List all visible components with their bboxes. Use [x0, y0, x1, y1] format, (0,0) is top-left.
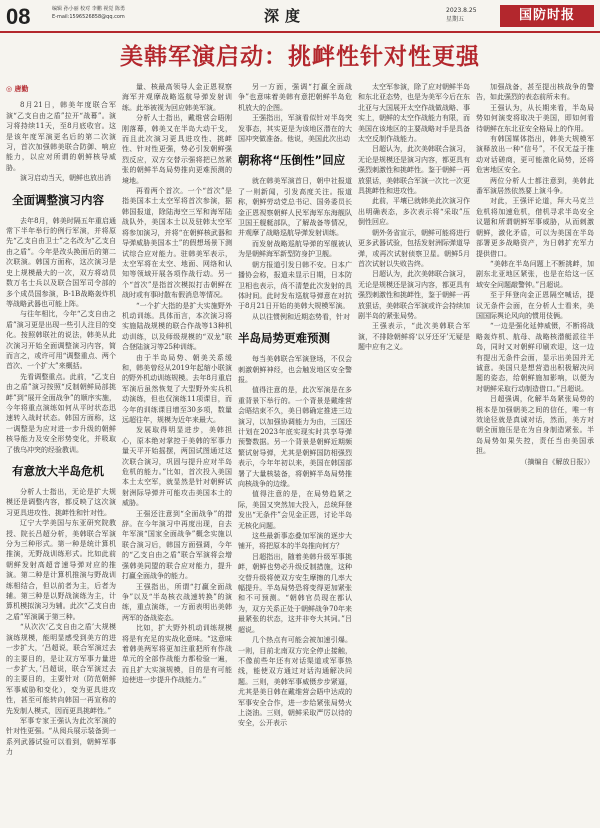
subheading: 半岛局势更难预测 [238, 331, 330, 346]
date-text: 2023.8.25 [446, 7, 477, 14]
paragraph: 分析人士指出，无论是扩大规模还是调整内容，都反映了这次演习更具进攻性、挑衅性和针对性。 [6, 488, 116, 517]
paragraph: 王强指出，所谓“打赢全面战争”以及“半岛核衣战速转换”的演练，重点演练，一方面表明出美韩两军的备战姿态。 [122, 582, 232, 622]
paragraph: 量、核最高领导人金正恩视察海军并观摩战略巡航导弹发射训练。此举被视为回应韩美军演。 [122, 83, 232, 112]
source-credit: （摘编自《解放日报》） [520, 457, 594, 466]
paragraph: 王强表示，“此次美韩联合军演，不排除朝鲜将‘以牙还牙’无疑是题中应有之义。 [358, 322, 470, 352]
subheading: 全面调整演习内容 [12, 192, 104, 207]
paragraph: 太空军参演，除了应对朝鲜半岛和东北亚态势，也是为美军今后在东北亚与大国展开太空作战做战略、事实上，朝鲜的太空作战能力有限，而美国在该地区的主要战略对手是具备太空反制作战能力。 [358, 83, 470, 144]
paragraph: 对此，王强评论道，拜大马克兰危机将加速危机，借机寻求半岛安全议题和所谓朝鲜军事威胁，从而刺激朝鲜，激化矛盾，可以为美国在半岛部署更多战略资产，为日韩扩充军力提供借口。 [476, 197, 594, 258]
paragraph: 此前，平壤已就韩美此次演习作出明确表态，多次表示将“采取”压倒性回应。 [358, 197, 470, 227]
paragraph: “一边是强化延伸威慑，不断将战略轰炸机、航母、战略核潜艇派往半岛，同时又对朝鲜印刷欢迎，这一边有提出无条件会面，显示出美国并无诚意。美国只是想营造出积极解决问题的姿态，给朝鲜施加影响，以便为对朝鲜采取行动制造借口。”吕超说。 [476, 322, 594, 393]
page-header [0, 0, 600, 33]
paragraph: 8月21日，韩美年度联合军演“乙支自由之盾”拉开“战幕”。演习将持续11天，至8月底收官。这是该年度军演更名后的第二次演习，首次加强韩美联合防御、响应能力，以应对所谓的朝鲜核导威胁。 [6, 101, 116, 172]
editor-email: E-mail:1596526858@qq.com [52, 14, 125, 20]
issue-date [446, 6, 477, 24]
paragraph: 这些最新事态叠加军演的逐步大铺开，将把原本的半岛推向何方？ [238, 532, 352, 551]
paragraph: 吕超认为，此次美韩联合演习，无论是规模还是演习内容，都更具有强烈刺激性和挑衅性。鉴于朝鲜一再放狠话，美韩联合军演一次比一次更具挑衅性和进攻性。 [358, 145, 470, 196]
paragraph: 分析人士指出，戴维营会晤刚刚落幕，韩美又在半岛大动干戈，而且此次演习更具进攻性、挑衅性、针对性更强，势必引发朝鲜强烈反应，双方交替示强将把已然紧张的朝鲜半岛局势推向更难预测的境地。 [122, 114, 232, 185]
paragraph: “一个扩大指的是扩大实施野外机动训练。具体而言，本次演习将实施陆战规模的联合作战等13种机动训练，以及师级规模的“双龙”联合登陆演习等25种训练。 [122, 301, 232, 352]
paragraph: 值得注意的是，在局势趋紧之际，美国又突然加大投入，总统拜登发出“无条件”会见金正恩，讨论半岛无核化问题。 [238, 490, 352, 530]
paragraph: 再看两个首次。一个“首次”是指美国本土太空军将首次参演，据韩国报道，除陆海空三军和海军陆战队外，美国本土以及驻韩太空军将参加演习，并将“在朝鲜核武器和导弹威胁美国本土”的假想场景下测试综合应对能力。驻韩美军表示，太空军将在太空、地面、网络和认知等领域开展各项作战行动。另一个“首次”是指首次模拟打击朝鲜在战时或有事时散布假消息等情况。 [122, 187, 232, 300]
paragraph: 王强认为，从长期来看，半岛局势如何演变将取决于美国，即如何看待朝鲜在东北亚安全格局上的作用。 [476, 103, 594, 133]
paragraph: 王强指出，军演看似针对半岛突发事态，其实更是为该地区潜在的大国冲突做准备。他说，美国此次出动 [238, 114, 352, 144]
paragraph: “从次次‘乙支自由之盾’大规模演练规模，能明显感受到美方的进一步扩大，‘吕超说，联合军演过去的主要目的，是让双方军事力量进一步扩大，’吕超说，联合军演过去的主要目的，主要针对（防范朝鲜军事威胁和变化），变为更具进攻性，甚至可能转向韩国一再宣称的先发制人模式，因而更具挑衅性。” [6, 623, 116, 715]
paragraph: 先看调整重点。此前，“乙支自由之盾”演习按照“反制朝鲜局部挑衅”到“展开全面战争”的顺序实施，今年将重点演练如何从平时状态迅速转入战时状态。韩国方面称，这一调整是为应对进一步升级的朝鲜核导能力及安全形势变化，并吸取了俄乌冲突的经验教训。 [6, 372, 116, 454]
paragraph: 演习启动当天，朝鲜也放出消 [20, 174, 111, 183]
article-body [6, 82, 594, 820]
paragraph: 发展取得明显进步，美韩担心，原本绝对掌控于美韩的军事力量天平开始摇摆，两国试图通过这次联合演习，巩固与提升应对半岛危机的能力。”比如，首次投入美国本土太空军，就显然是针对朝鲜试射洲际导弹并可能攻击美国本土的威胁。 [122, 426, 232, 508]
paragraph: 与往年相比，今年“乙支自由之盾”演习更是出现一些引人注目的变化。按照韩联社的说法，韩美从此次演习开始全面调整演习内容，简而言之，或许可用“调整重点、两个首次、一个扩大”来概括。 [6, 310, 116, 371]
paragraph: 吕超认为，此次美韩联合演习，无论是规模还是演习内容，都更具有强烈刺激性和挑衅性，鉴于朝鲜一再放狠话，美韩联合军演或许会持续加剧半岛的紧张局势。 [358, 270, 470, 320]
subheading: 朝称将“压倒性”回应 [238, 153, 346, 168]
paragraph: 军事专家王强认为此次军演的针对性更强。“从阅兵展示装备到一系列武器试验可以看到，朝鲜军事力 [6, 716, 116, 757]
paragraph: “美韩在半岛问题上不断挑衅，加剧东北亚地区紧张，也是在给这一区域安全问题敲警钟。”吕超说。 [476, 259, 594, 289]
newspaper-masthead: 国防时报 [500, 5, 594, 27]
column-1 [6, 82, 116, 818]
author-byline: ◎ 唐勤 [6, 85, 29, 93]
paragraph: 几个热点有可能会被加速引爆。一则，目前北南双方完全停止接触，不像前些年还有对话渠道或军事热线，能使双方通过对话沟通解决问题。三则，美韩军事威慑步步紧逼，尤其是美日韩在戴维营会晤中达成的军事安全合作，进一步给紧张局势火上浇油。三则，朝鲜采取严厉以待的安全，公开表示 [238, 636, 352, 728]
paragraph: 值得注意的是，此次军演是在多重背景下举行的。一个背景是戴维营会晤结束不久，美日韩确定推进三边演习，以加强协调能力为由，三国还计划在2023年底实现实时共享导弹预警数据。另一个背景是朝鲜近期频繁试射导弹，尤其是朝鲜国防相强烈表示，今年年初以来，美国在韩国部署了大量核装备，将朝鲜半岛局势推向核战争的边缘。 [238, 386, 352, 488]
section-name: 深度 [264, 7, 307, 25]
paragraph: 而发射战略巡航导弹的军舰被认为是朝鲜海军新型防身护卫舰。 [238, 239, 352, 259]
weekday-text: 星期五 [446, 16, 465, 23]
paragraph: 加强战备，甚至提出核战争的警告，如此强烈的表态前所未有。 [476, 83, 594, 102]
paragraph: 就在韩美军演首日，朝中社报道了一则新闻，引发高度关注。报道称，朝鲜劳动党总书记、国务委员长金正恩视察朝鲜人民军海军东海舰队卫国王舰艇部队，了解战备等情况，并观摩了战略巡航导弹发射训练。 [238, 177, 352, 238]
paragraph: 另一方面，强调“打赢全面战争”也意味着美韩有意把朝鲜半岛危机放大的企图。 [238, 83, 352, 112]
paragraph: 朝方报道引发日韩不安。日本广播协会称，报道未显示日期，日本防卫相也表示，尚不清楚此次发射的具体时间。此时发布巡航导弹意在对抗于8月21日开始的美韩大规模军演。 [238, 260, 352, 311]
paragraph: 每当美韩联合军演登场，不仅会刺激朝鲜神经，也会触发地区安全警报。 [238, 355, 352, 384]
column-3 [238, 82, 352, 818]
column-4 [358, 82, 470, 818]
page-number: 08 [6, 4, 31, 29]
paragraph: 从以往惯例和近期态势看，针对 [252, 312, 350, 321]
paragraph: 朝外务省宣示，朝鲜可能将进行更多武器试验，包括发射洲际弹道导弹，或再次试射侦察卫星。朝鲜5月首次试射以失败告终。 [358, 228, 470, 268]
subheading: 有意放大半岛危机 [12, 464, 104, 478]
paragraph: 由于半岛局势、朝美关系缓和，韩美曾经从2019年起缩小联演的野外机动训练规模。去年8月重启军演后虽然恢复了大型野外实兵机动演练，但也仅演练11项课目，而今年的训练课目增至30多项，数量远超往年，规模为近年来最大。 [122, 353, 232, 424]
paragraph: 至于拜登向金正恩隔空喊话，提议无条件会面，在分析人士看来，美国国际舆论风向的惯用伎俩。 [476, 291, 594, 320]
paragraph: 辽宁大学美国与东亚研究院教授、院长吕超分析，美韩联合军演分为三种形式。第一种是统计算机推演，无野战训练形式。比如此前朝鲜发射高超音速导弹对应的推演。第二种是计算机推演与野战训练相结合，但以前者为主，后者为辅。第三种是以野战演练为主，计算机模拟演习为辅。此次“乙支自由之盾”军演属于第三种。 [6, 519, 116, 621]
paragraph: 去年8月，韩美时隔五年重启通常下半年举行的例行军演，并将原先“乙支自由卫士”之名改为“乙支自由之盾”。今年是改头换面后的第二次联演。韩国方面称，这次演习是史上规模最大的一次，双方将动员数万名士兵以及联合国军司令部的多个成员国参演，B-1B战略轰炸机等战略武器也可能上阵。 [6, 216, 116, 308]
editor-info [52, 5, 222, 21]
editor-names: 编辑 孙小丽 校对 李鹏 视觉 陈勇 [52, 6, 125, 12]
paragraph: 王强还注意到“全面战争”的措辞。在今年演习中再度出现，自去年军演“国家全面战争”概念实施以联合演习后，韩国方面强调，今年的“乙支自由之盾”联合军演将会增强韩美同盟的联合应对能力，提升打赢全面战争的能力。 [122, 509, 232, 581]
paragraph: 吕超强调，化解半岛紧张局势的根本是加强朝美之间的信任，唯一有效途径就是真诚对话，然而，美方对朝全面施压是在为自身制造紧张。半岛局势如果失控，责任当由美国承担。 [476, 395, 594, 456]
column-2 [122, 82, 232, 818]
paragraph: 比如，扩大野外机动训练规模将是有充足的实战化意味。“这意味着韩美两军将更加注重把所有作战单元的全部作战能力都检验一遍，而且扩大实演规模，目的是有可能迫使进一步提升作战能力。” [122, 624, 232, 685]
paragraph: 两位分析人士都注意到，美韩此番军演居然依然要上演斗争。 [476, 176, 594, 196]
paragraph: 有韩国媒体指出，韩美大规模军演释放出一种“信号”，不仅无益于推动对话磋商，更可能激化局势，还将危害地区安全。 [476, 135, 594, 175]
article-headline: 美韩军演启动：挑衅性针对性更强 [120, 44, 480, 70]
paragraph: 吕超指出，随着美韩升级军事挑衅，朝鲜也势必升级反制措施，这种交替升级将使双方安生摩擦的几率大幅提升。半岛局势恐将变得更加紧张和不可预测。“朝韩官员现在都认为，双方关系正处于朝鲜战争70年来最紧张的状态，这并非夸大其词。”吕超说。 [238, 552, 352, 634]
column-5 [476, 82, 594, 818]
